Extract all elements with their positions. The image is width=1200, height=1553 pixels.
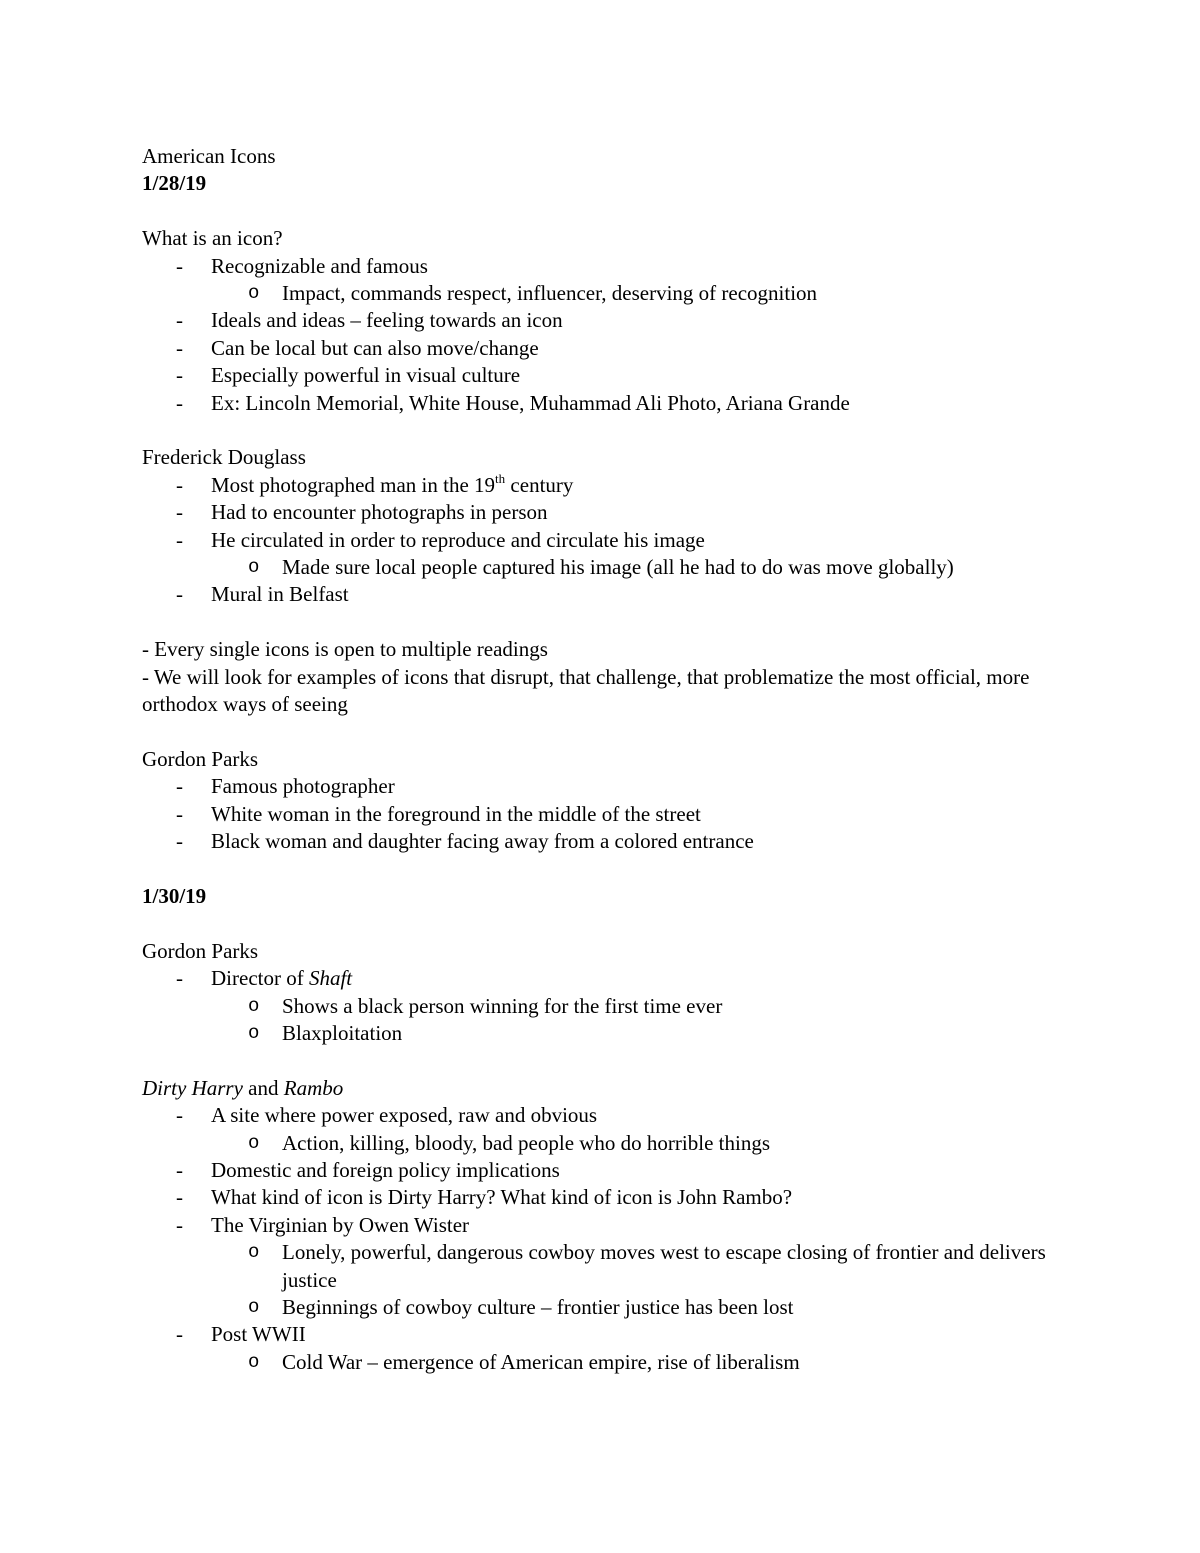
- dash-bullet: -: [176, 253, 183, 278]
- list-item: - Black woman and daughter facing away from a colored entrance: [142, 828, 1072, 855]
- list-item: - Had to encounter photographs in person: [142, 499, 1072, 526]
- dash-bullet: -: [176, 1103, 183, 1128]
- dash-bullet: -: [176, 527, 183, 552]
- sub-list-item: o Cold War – emergence of American empire, rise of liberalism: [142, 1349, 1072, 1376]
- document-title: American Icons: [142, 144, 276, 168]
- notes-body: [142, 143, 1072, 1376]
- list-item: - What kind of icon is Dirty Harry? What kind of icon is John Rambo?: [142, 1184, 1072, 1211]
- section-heading: Gordon Parks: [142, 938, 259, 963]
- list-item: - Famous photographer: [142, 773, 1072, 800]
- list-item: - Post WWII: [142, 1321, 1072, 1348]
- dash-bullet: -: [176, 966, 183, 991]
- dash-bullet: -: [176, 500, 183, 525]
- date-heading: 1/30/19: [142, 883, 207, 908]
- dash-bullet: -: [176, 582, 183, 607]
- list-item: - Domestic and foreign policy implications: [142, 1157, 1072, 1184]
- circle-bullet: o: [248, 556, 260, 579]
- dash-bullet: -: [176, 335, 183, 360]
- sub-list-item: o Shows a black person winning for the first time ever: [142, 993, 1072, 1020]
- list-item: - A site where power exposed, raw and obvious: [142, 1102, 1072, 1129]
- list-item: - Ideals and ideas – feeling towards an icon: [142, 307, 1072, 334]
- dash-bullet: -: [176, 774, 183, 799]
- sub-list-item: o Lonely, powerful, dangerous cowboy moves west to escape closing of frontier and delivers justice: [248, 1240, 1046, 1292]
- dash-bullet: -: [176, 308, 183, 333]
- circle-bullet: o: [248, 994, 260, 1017]
- dash-bullet: -: [176, 1322, 183, 1347]
- circle-bullet: o: [248, 1021, 260, 1044]
- list-item: - Director of Shaft: [142, 965, 1072, 992]
- list-item: - White woman in the foreground in the middle of the street: [142, 801, 1072, 828]
- dash-bullet: -: [176, 363, 183, 388]
- dash-bullet: -: [176, 1157, 183, 1182]
- circle-bullet: o: [248, 1131, 260, 1154]
- dash-bullet: -: [176, 390, 183, 415]
- sub-list-item: o Impact, commands respect, influencer, deserving of recognition: [142, 280, 1072, 307]
- list-item: - He circulated in order to reproduce and circulate his image: [142, 527, 1072, 554]
- sub-list-item: o Beginnings of cowboy culture – frontier justice has been lost: [142, 1294, 1072, 1321]
- date-heading: 1/28/19: [142, 171, 207, 196]
- paragraph: - We will look for examples of icons that disrupt, that challenge, that problematize the most official, more orthodox ways of seeing: [142, 664, 1030, 717]
- section-heading: Frederick Douglass: [142, 445, 306, 470]
- list-item: - Can be local but can also move/change: [142, 335, 1072, 362]
- dash-bullet: -: [176, 801, 183, 826]
- circle-bullet: o: [248, 282, 260, 305]
- sub-list-item: o Blaxploitation: [142, 1020, 1072, 1047]
- circle-bullet: o: [248, 1350, 260, 1373]
- list-item: - Recognizable and famous: [142, 253, 1072, 280]
- list-item: - Especially powerful in visual culture: [142, 362, 1072, 389]
- dash-bullet: -: [176, 1185, 183, 1210]
- section-heading: Gordon Parks: [142, 746, 259, 771]
- dash-bullet: -: [176, 1212, 183, 1237]
- sub-list-item: o Made sure local people captured his image (all he had to do was move globally): [142, 554, 1072, 581]
- dash-bullet: -: [176, 829, 183, 854]
- list-item: - Most photographed man in the 19th century: [142, 472, 1072, 499]
- dash-bullet: -: [176, 472, 183, 497]
- list-item: - The Virginian by Owen Wister: [142, 1212, 1072, 1239]
- list-item: - Mural in Belfast: [142, 581, 1072, 608]
- section-heading: What is an icon?: [142, 226, 283, 251]
- sub-list-item: o Action, killing, bloody, bad people who do horrible things: [142, 1130, 1072, 1157]
- paragraph: - Every single icons is open to multiple readings: [142, 637, 548, 662]
- circle-bullet: o: [248, 1241, 260, 1264]
- circle-bullet: o: [248, 1295, 260, 1318]
- section-heading: Dirty Harry and Rambo: [142, 1075, 344, 1100]
- list-item: - Ex: Lincoln Memorial, White House, Muhammad Ali Photo, Ariana Grande: [142, 390, 1072, 417]
